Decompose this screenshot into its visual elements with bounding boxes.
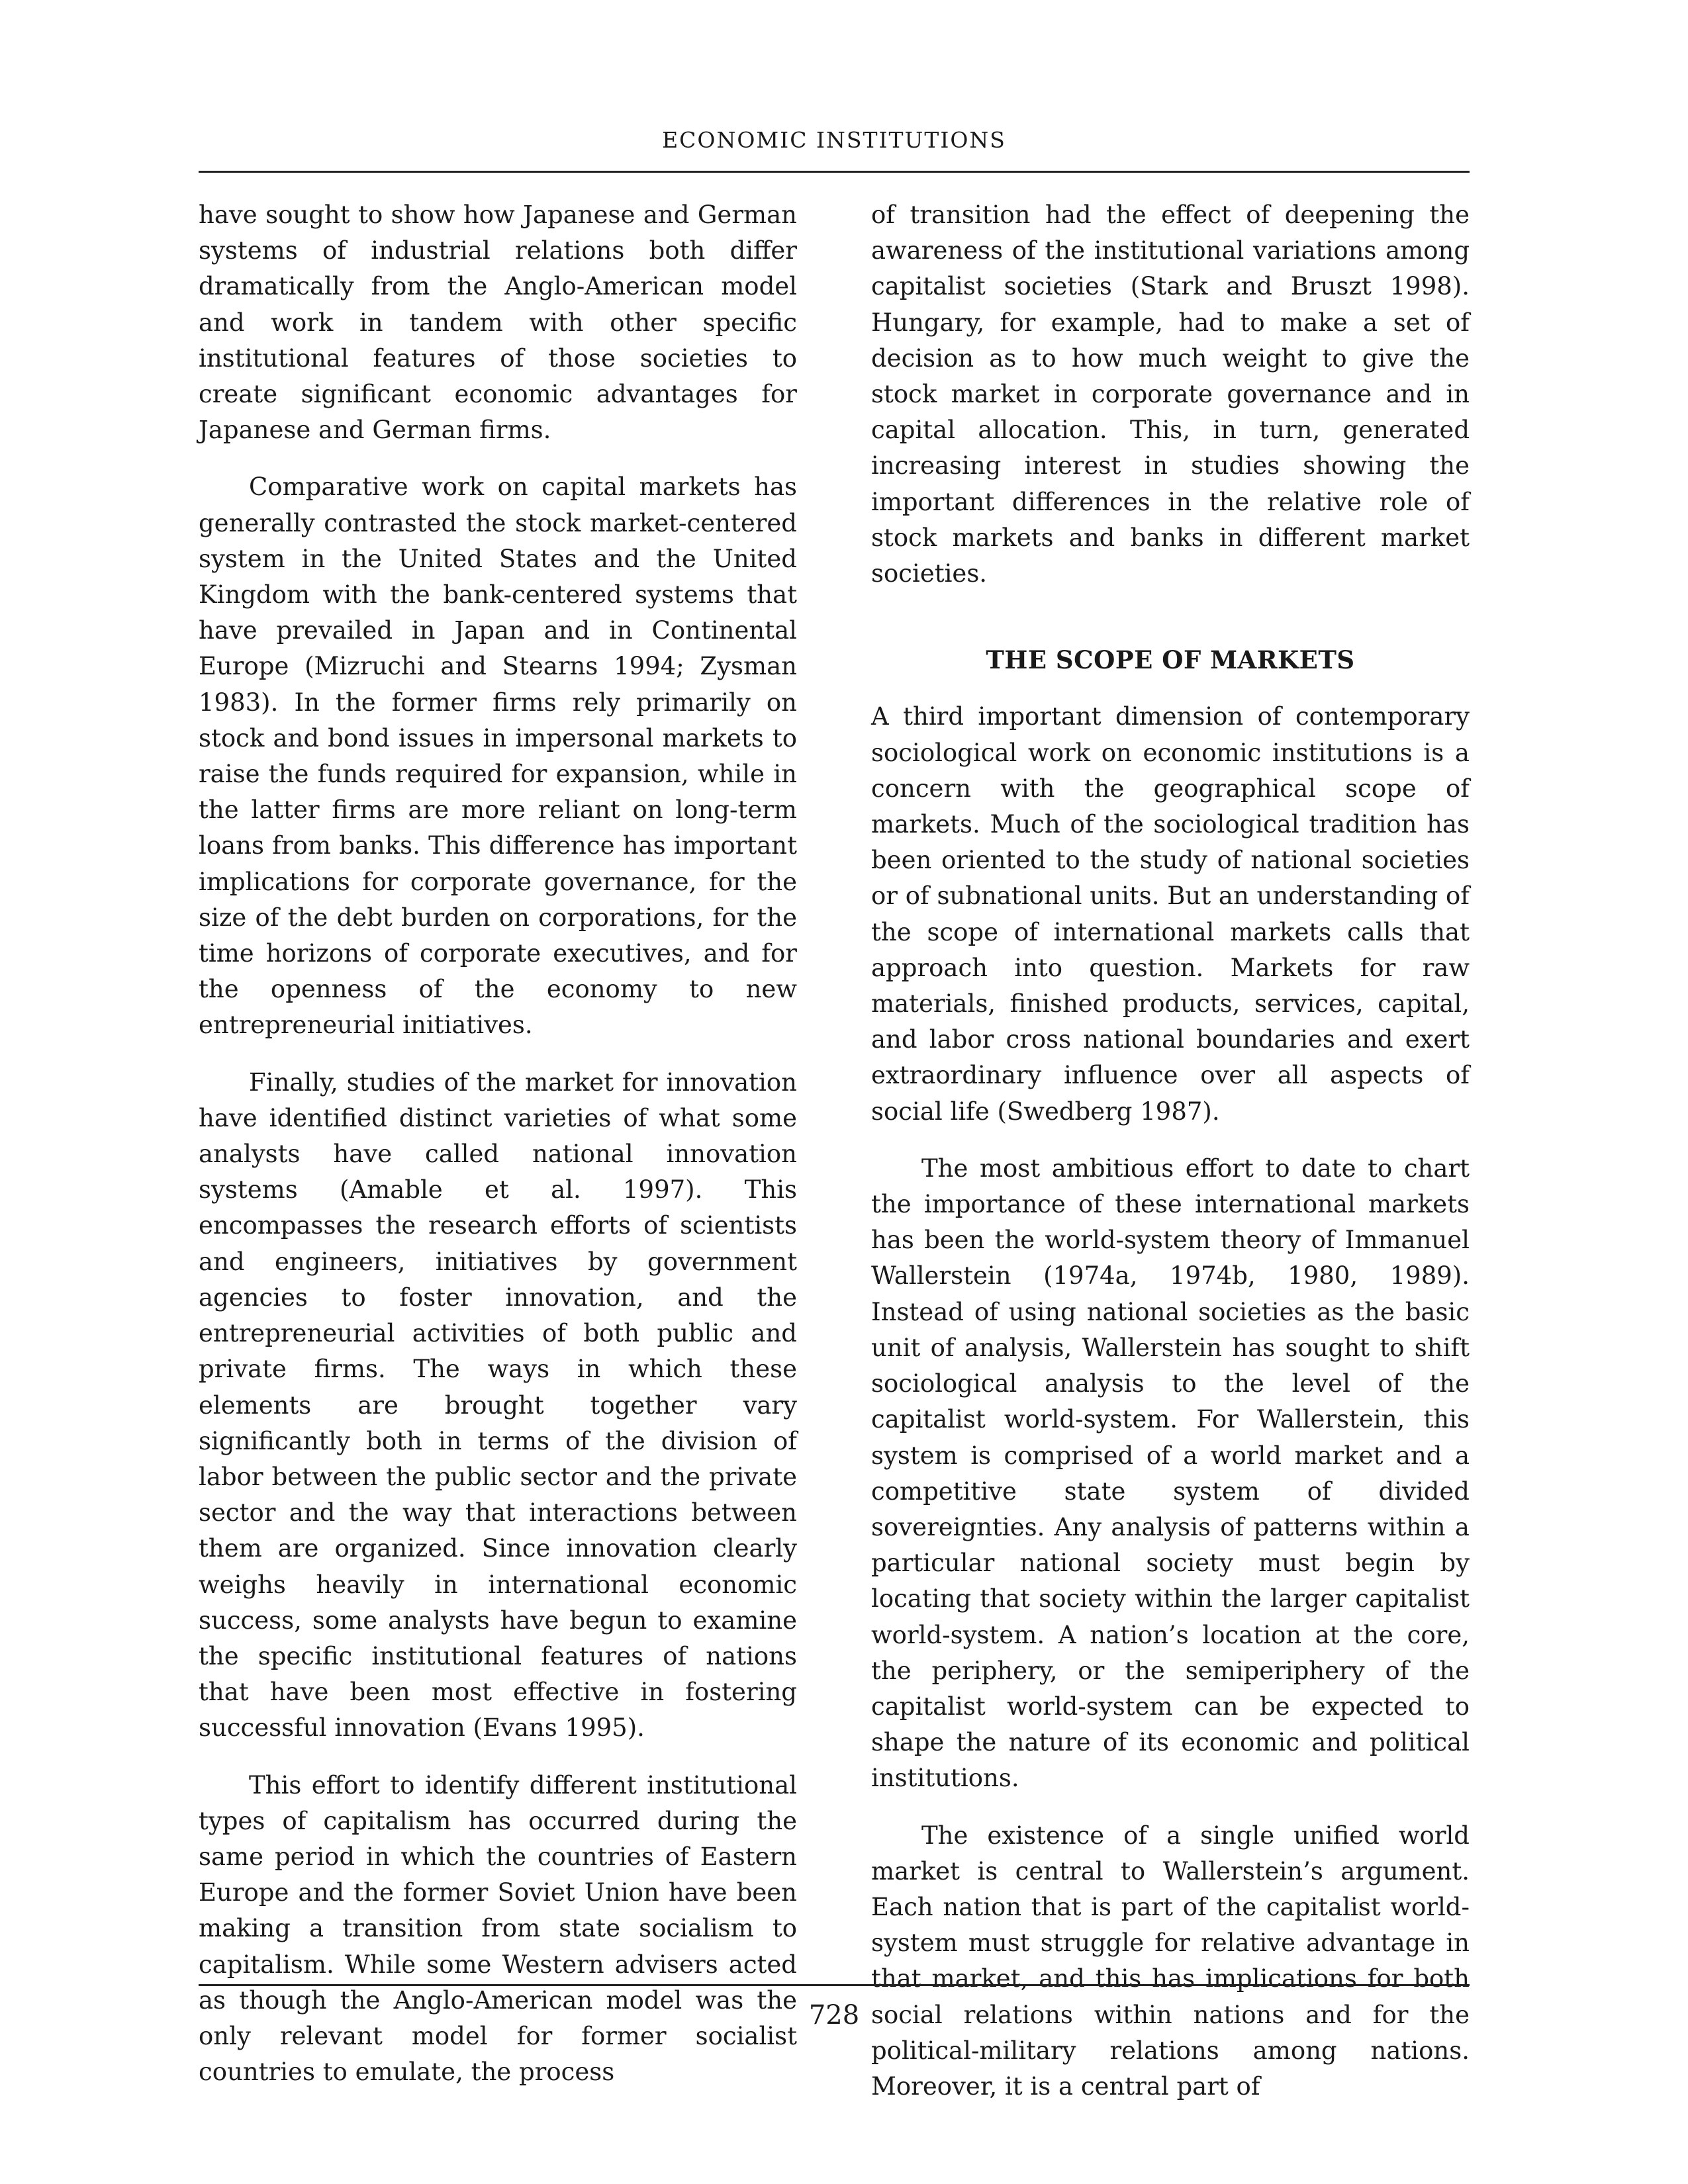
paragraph: Comparative work on capital markets has generally contrasted the stock market-centered system in the United States and the United Kingdom with the bank-centered systems that have prevailed in Japan and in Continental Europe (Mizruchi and Stearns 1994; Zysman 1983). In the former firms rely primarily on stock and bond issues in impersonal markets to raise the funds required for expansion, while in the latter firms are more reliant on long-term loans from banks. This difference has important implications for corporate governance, for the size of the debt burden on corporations, for the time horizons of corporate executives, and for the openness of the economy to new entrepreneurial initiatives. — [199, 473, 797, 1040]
paragraph: The existence of a single unified world market is central to Wallerstein’s argument. Each nation that is part of the capitalist world-system must struggle for relative advantage in that market, and this has implications for both social relations within nations and for the political-military relations among nations. Moreover, it is a central part of — [871, 1821, 1470, 2101]
footer-rule — [199, 1984, 1470, 1986]
left-column — [199, 197, 797, 2111]
paragraph: This effort to identify different institutional types of capitalism has occurred during the same period in which the countries of Eastern Europe and the former Soviet Union have been making a transition from state socialism to capitalism. While some Western advisers acted as though the Anglo-American model was the only relevant model for former socialist countries to emulate, the process — [199, 1770, 797, 2087]
paragraph: have sought to show how Japanese and German systems of industrial relations both differ dramatically from the Anglo-American model and work in tandem with other specific institutional features of those societies to create significant economic advantages for Japanese and German firms. — [199, 201, 797, 445]
running-head: ECONOMIC INSTITUTIONS — [662, 127, 1006, 153]
paragraph: Finally, studies of the market for innovation have identified distinct varieties of what some analysts have called national innovation systems (Amable et al. 1997). This encompasses the research efforts of scientists and engineers, initiatives by government agencies to foster innovation, and the entrepreneurial activities of both public and private firms. The ways in which these elements are brought together vary significantly both in terms of the division of labor between the public sector and the private sector and the way that interactions between them are organized. Since innovation clearly weighs heavily in international economic success, some analysts have begun to examine the specific institutional features of nations that have been most effective in fostering successful innovation (Evans 1995). — [199, 1068, 797, 1743]
page-number: 728 — [808, 2000, 860, 2030]
paragraph: A third important dimension of contemporary sociological work on economic institutions is a concern with the geographical scope of markets. Much of the sociological tradition has been oriented to the study of national societies or of subnational units. But an understanding of the scope of international markets calls that approach into question. Markets for raw materials, finished products, services, capital, and labor cross national boundaries and exert extraordinary influence over all aspects of social life (Swedberg 1987). — [871, 702, 1470, 1126]
section-heading: THE SCOPE OF MARKETS — [986, 645, 1355, 675]
paragraph: The most ambitious effort to date to chart the importance of these international markets has been the world-system theory of Immanuel Wallerstein (1974a, 1974b, 1980, 1989). Instead of using national societies as the basic unit of analysis, Wallerstein has sought to shift sociological analysis to the level of the capitalist world-system. For Wallerstein, this system is comprised of a world market and a competitive state system of divided sovereignties. Any analysis of patterns within a particular national society must begin by locating that society within the larger capitalist world-system. A nation’s location at the core, the periphery, or the semiperiphery of the capitalist world-system can be expected to shape the nature of its economic and political institutions. — [871, 1154, 1470, 1793]
paragraph: of transition had the effect of deepening the awareness of the institutional variations among capitalist societies (Stark and Bruszt 1998). Hungary, for example, had to make a set of decision as to how much weight to give the stock market in corporate governance and in capital allocation. This, in turn, generated increasing interest in studies showing the important differences in the relative role of stock markets and banks in different market societies. — [871, 201, 1470, 588]
header-rule — [199, 171, 1470, 173]
right-column — [871, 197, 1470, 2126]
